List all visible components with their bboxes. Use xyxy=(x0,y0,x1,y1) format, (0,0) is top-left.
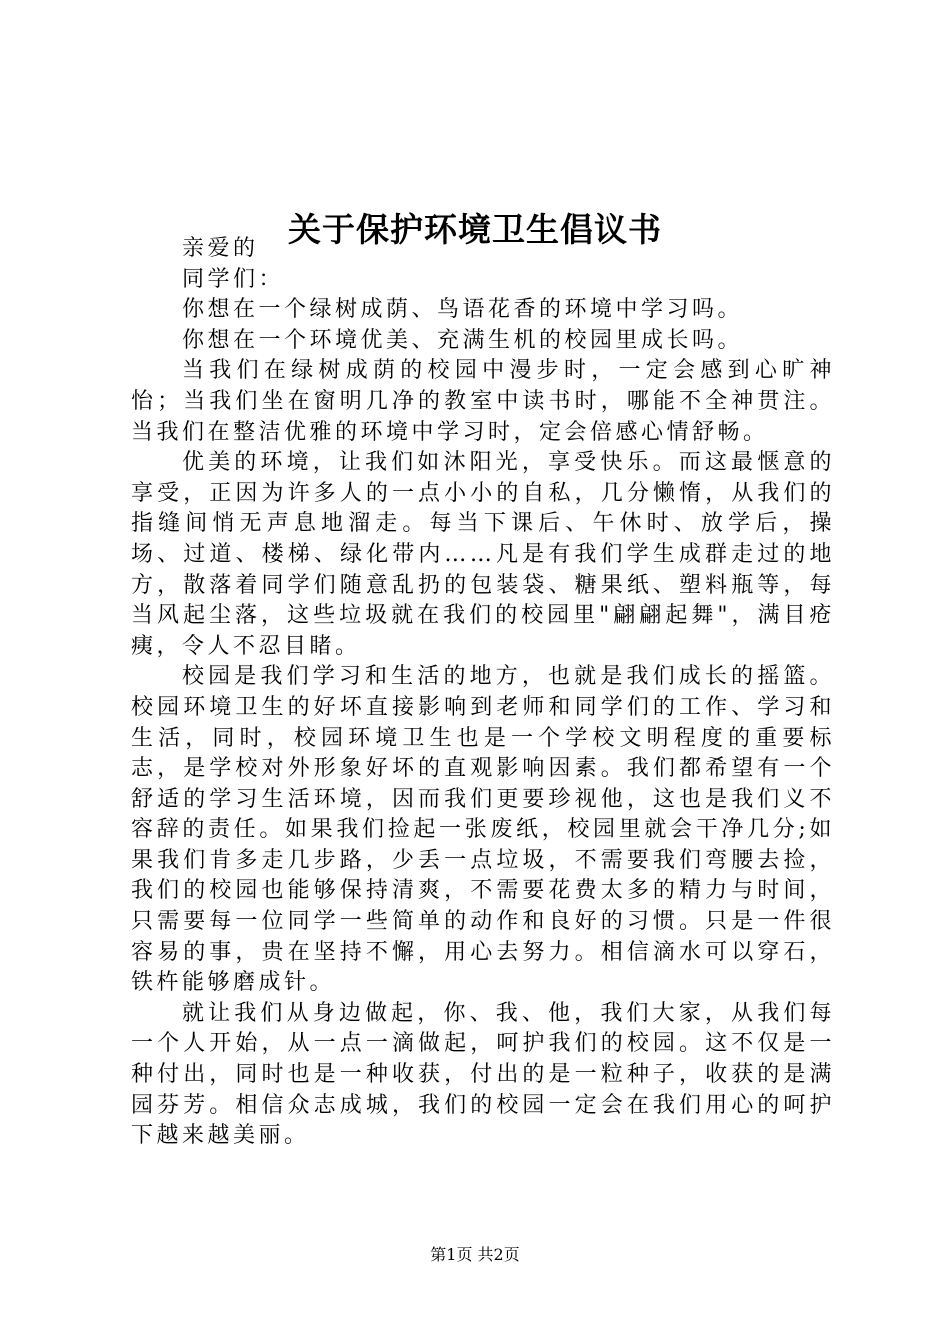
salutation-line-2: 同学们： xyxy=(182,266,285,292)
paragraph-question-2: 你想在一个环境优美、充满生机的校园里成长吗。 xyxy=(182,327,744,353)
paragraph-call-to-action: 就让我们从身边做起，你、我、他，我们大家，从我们每一个人开始，从一点一滴做起，呵护我们的校园。这不仅是一种付出，同时也是一种收获，付出的是一粒种子，收获的是满园芬芳。相信众志成城，我们的校园一定会在我们用心的呵护下越来越美丽。 xyxy=(131,1000,835,1149)
paragraph-question-1: 你想在一个绿树成荫、鸟语花香的环境中学习吗。 xyxy=(182,297,744,323)
document-body xyxy=(131,234,835,1152)
page-number-footer: 第1页 共2页 xyxy=(430,1245,520,1264)
salutation-line-1: 亲爱的 xyxy=(182,236,259,261)
paragraph-campus-walk: 当我们在绿树成荫的校园中漫步时，一定会感到心旷神怡；当我们坐在窗明几净的教室中读书时，哪能不全神贯注。当我们在整洁优雅的环境中学习时，定会倍感心情舒畅。 xyxy=(131,358,835,445)
paragraph-campus-responsibility: 校园是我们学习和生活的地方，也就是我们成长的摇篮。校园环境卫生的好坏直接影响到老师和同学们的工作、学习和生活，同时，校园环境卫生也是一个学校文明程度的重要标志，是学校对外形象好坏的直观影响因素。我们都希望有一个舒适的学习生活环境，因而我们更要珍视他，这也是我们义不容辞的责任。如果我们捡起一张废纸，校园里就会干净几分;如果我们肯多走几步路，少丢一点垃圾，不需要我们弯腰去捡，我们的校园也能够保持清爽，不需要花费太多的精力与时间，只需要每一位同学一些简单的动作和良好的习惯。只是一件很容易的事，贵在坚持不懈，用心去努力。相信滴水可以穿石，铁杵能够磨成针。 xyxy=(131,664,835,996)
document-title: 关于保护环境卫生倡议书 xyxy=(288,210,662,250)
paragraph-environment-problem: 优美的环境，让我们如沐阳光，享受快乐。而这最惬意的享受，正因为许多人的一点小小的自私，几分懒惰，从我们的指缝间悄无声息地溜走。每当下课后、午休时、放学后，操场、过道、楼梯、绿化带内……凡是有我们学生成群走过的地方，散落着同学们随意乱扔的包装袋、糖果纸、塑料瓶等，每当风起尘落，这些垃圾就在我们的校园里"翩翩起舞"，满目疮痍，令人不忍目睹。 xyxy=(131,450,835,659)
